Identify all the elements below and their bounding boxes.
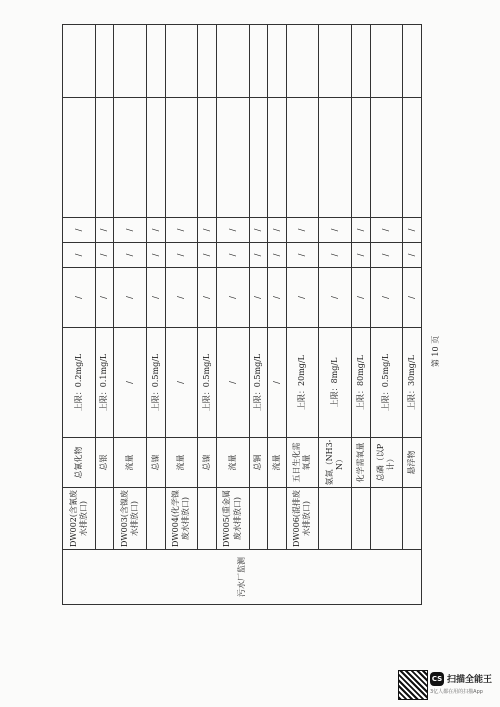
- value-cell: /: [63, 243, 96, 268]
- table-row: [370, 25, 403, 605]
- item-cell: 总镍: [198, 438, 216, 488]
- table-row: [216, 25, 249, 605]
- page-number: 第 10 页: [431, 335, 441, 368]
- value-cell: /: [286, 243, 319, 268]
- table-row: [403, 25, 422, 605]
- outlet-cell: DW003(含镍废水排放口): [114, 488, 147, 550]
- value-cell: /: [403, 243, 422, 268]
- value-cell: /: [114, 243, 147, 268]
- item-cell: 流量: [216, 438, 249, 488]
- limit-cell: 上限：0.1mg/L: [95, 328, 113, 438]
- value-cell: /: [319, 243, 352, 268]
- blank-cell: [370, 98, 403, 218]
- value-cell: /: [319, 268, 352, 328]
- outlet-cell: [319, 488, 352, 550]
- value-cell: /: [268, 268, 286, 328]
- table-row: [286, 25, 319, 605]
- limit-cell: /: [216, 328, 249, 438]
- value-cell: /: [249, 268, 267, 328]
- item-cell: 总镍: [147, 438, 165, 488]
- item-cell: 五日生化需氧量: [286, 438, 319, 488]
- qr-code-icon: [398, 670, 428, 700]
- item-cell: 流量: [114, 438, 147, 488]
- blank-cell: [370, 25, 403, 98]
- blank-cell: [198, 25, 216, 98]
- value-cell: /: [370, 243, 403, 268]
- value-cell: /: [114, 218, 147, 243]
- watermark-tagline: 3亿人都在用的扫描App: [430, 689, 483, 695]
- outlet-cell: [268, 488, 286, 550]
- blank-cell: [95, 98, 113, 218]
- blank-cell: [268, 98, 286, 218]
- table-row: [63, 25, 96, 605]
- blank-cell: [216, 98, 249, 218]
- limit-cell: /: [165, 328, 198, 438]
- outlet-cell: [95, 488, 113, 550]
- table-area: [62, 25, 422, 605]
- blank-cell: [249, 98, 267, 218]
- value-cell: /: [249, 243, 267, 268]
- camscanner-logo-icon: CS: [430, 672, 444, 686]
- limit-cell: 上限：0.5mg/L: [370, 328, 403, 438]
- value-cell: /: [147, 268, 165, 328]
- limit-cell: 上限：0.5mg/L: [147, 328, 165, 438]
- outlet-cell: [352, 488, 370, 550]
- blank-cell: [63, 25, 96, 98]
- blank-cell: [114, 25, 147, 98]
- item-cell: 总磷（以P计）: [370, 438, 403, 488]
- blank-cell: [403, 98, 422, 218]
- blank-cell: [95, 25, 113, 98]
- value-cell: /: [352, 268, 370, 328]
- blank-cell: [268, 25, 286, 98]
- limit-cell: 上限：8mg/L: [319, 328, 352, 438]
- outlet-cell: DW002(含氰废水排放口): [63, 488, 96, 550]
- value-cell: /: [216, 218, 249, 243]
- value-cell: /: [147, 218, 165, 243]
- value-cell: /: [286, 268, 319, 328]
- blank-cell: [198, 98, 216, 218]
- blank-cell: [147, 98, 165, 218]
- table-row: [198, 25, 216, 605]
- monitoring-table: [62, 24, 422, 605]
- value-cell: /: [198, 218, 216, 243]
- outlet-cell: [198, 488, 216, 550]
- value-cell: /: [95, 218, 113, 243]
- value-cell: /: [63, 268, 96, 328]
- value-cell: /: [352, 243, 370, 268]
- value-cell: /: [95, 243, 113, 268]
- value-cell: /: [165, 218, 198, 243]
- group-label-cell: 污水厂监测: [63, 550, 422, 605]
- table-row: [249, 25, 267, 605]
- limit-cell: /: [114, 328, 147, 438]
- value-cell: /: [352, 218, 370, 243]
- limit-cell: 上限：0.2mg/L: [63, 328, 96, 438]
- limit-cell: 上限：30mg/L: [403, 328, 422, 438]
- value-cell: /: [165, 243, 198, 268]
- table-row: [268, 25, 286, 605]
- blank-cell: [352, 98, 370, 218]
- item-cell: 流量: [268, 438, 286, 488]
- value-cell: /: [198, 243, 216, 268]
- item-cell: 总铜: [249, 438, 267, 488]
- blank-cell: [352, 25, 370, 98]
- value-cell: /: [63, 218, 96, 243]
- value-cell: /: [216, 268, 249, 328]
- blank-cell: [403, 25, 422, 98]
- blank-cell: [319, 98, 352, 218]
- value-cell: /: [286, 218, 319, 243]
- limit-cell: 上限：0.5mg/L: [249, 328, 267, 438]
- table-row: [165, 25, 198, 605]
- item-cell: 流量: [165, 438, 198, 488]
- value-cell: /: [198, 268, 216, 328]
- value-cell: /: [216, 243, 249, 268]
- outlet-cell: [403, 488, 422, 550]
- blank-cell: [249, 25, 267, 98]
- value-cell: /: [268, 218, 286, 243]
- outlet-cell: DW005(重金属废水排放口): [216, 488, 249, 550]
- blank-cell: [165, 98, 198, 218]
- item-cell: 悬浮物: [403, 438, 422, 488]
- value-cell: /: [370, 268, 403, 328]
- limit-cell: /: [268, 328, 286, 438]
- value-cell: /: [403, 268, 422, 328]
- table-row: [147, 25, 165, 605]
- blank-cell: [319, 25, 352, 98]
- page-footer: [430, 316, 470, 396]
- item-cell: 化学需氧量: [352, 438, 370, 488]
- table-row: [352, 25, 370, 605]
- table-row: [95, 25, 113, 605]
- value-cell: /: [319, 218, 352, 243]
- watermark-brand: 扫描全能王: [447, 675, 493, 685]
- value-cell: /: [165, 268, 198, 328]
- table-row: [319, 25, 352, 605]
- table-row: [114, 25, 147, 605]
- limit-cell: 上限：20mg/L: [286, 328, 319, 438]
- value-cell: /: [147, 243, 165, 268]
- value-cell: /: [268, 243, 286, 268]
- value-cell: /: [114, 268, 147, 328]
- limit-cell: 上限：80mg/L: [352, 328, 370, 438]
- item-cell: 氨氮（NH3-N）: [319, 438, 352, 488]
- value-cell: /: [370, 218, 403, 243]
- blank-cell: [286, 25, 319, 98]
- blank-cell: [114, 98, 147, 218]
- blank-cell: [286, 98, 319, 218]
- outlet-cell: [249, 488, 267, 550]
- outlet-cell: DW006(混排废水排放口): [286, 488, 319, 550]
- blank-cell: [165, 25, 198, 98]
- limit-cell: 上限：0.5mg/L: [198, 328, 216, 438]
- outlet-cell: [370, 488, 403, 550]
- outlet-cell: DW004(化学镍废水排放口): [165, 488, 198, 550]
- item-cell: 总氰化物: [63, 438, 96, 488]
- value-cell: /: [249, 218, 267, 243]
- item-cell: 总银: [95, 438, 113, 488]
- value-cell: /: [95, 268, 113, 328]
- outlet-cell: [147, 488, 165, 550]
- value-cell: /: [403, 218, 422, 243]
- blank-cell: [147, 25, 165, 98]
- blank-cell: [216, 25, 249, 98]
- blank-cell: [63, 98, 96, 218]
